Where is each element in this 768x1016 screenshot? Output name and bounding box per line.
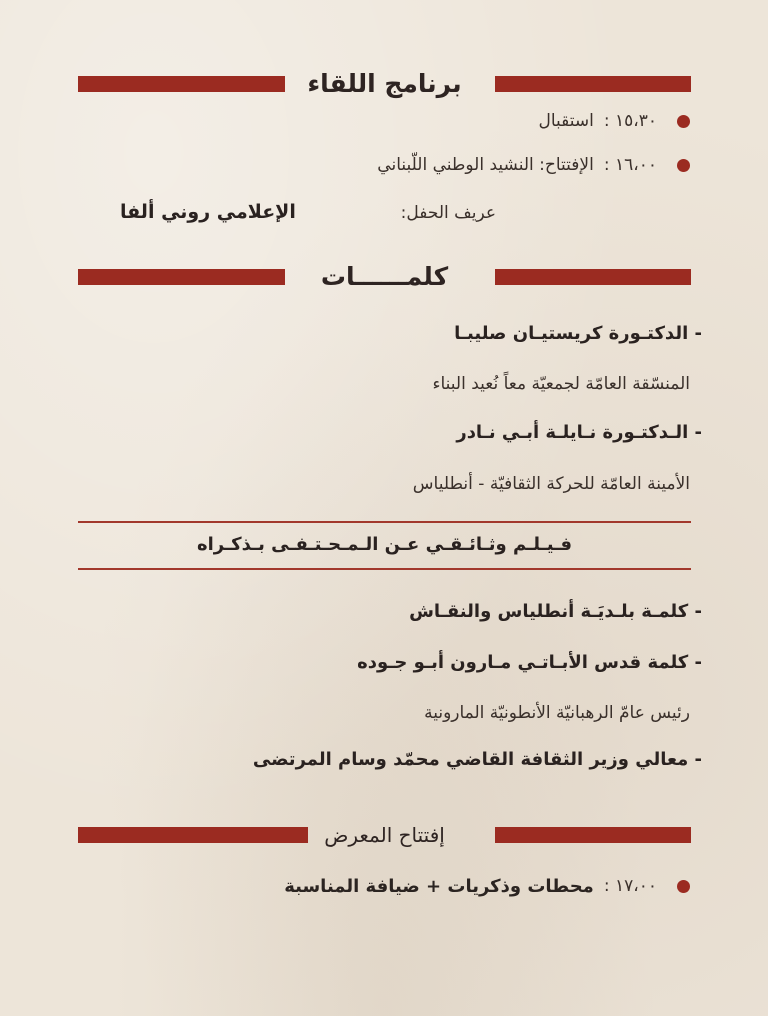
host-label: عريف الحفل: [400, 203, 496, 223]
exhibition-section-header [78, 818, 691, 852]
documentary-film-title: فـيـلـم وثـائـقـي عـن الـمـحـتـفـى بـذكـراه [196, 534, 573, 555]
program-section-header [78, 67, 691, 101]
exhibition-item [274, 872, 690, 900]
program-title: برنامج اللقاء [307, 69, 462, 98]
item-text: محطات وذكريات + ضيافة المناسبة [284, 875, 594, 897]
item-time: ١٧،٠٠ : [603, 876, 657, 896]
bullet-dot [677, 880, 690, 893]
item-time: ١٥،٣٠ : [603, 111, 657, 131]
exhibition-title: إفتتاح المعرض [324, 823, 445, 847]
bullet-dot [677, 115, 690, 128]
host-name: الإعلامي روني ألفا [120, 201, 296, 223]
film-divider-top [78, 521, 691, 523]
speeches-title: كلمــــــات [320, 262, 449, 291]
speaker-name: - كلمة قدس الأبـاتـي مـارون أبـو جـوده [357, 652, 702, 673]
speeches-section-header [78, 260, 691, 294]
bullet-dot [677, 159, 690, 172]
speaker-role: المنسّقة العامّة لجمعيّة معاً نُعيد البناء [432, 374, 690, 394]
program-item-reception [528, 107, 690, 135]
speaker-role: رئيس عامّ الرهبانيّة الأنطونيّة المارونية [424, 703, 690, 723]
speaker-name: - معالي وزير الثقافة القاضي محمّد وسام المرتضى [252, 749, 702, 770]
program-item-opening [367, 151, 690, 179]
speaker-role: الأمينة العامّة للحركة الثقافيّة - أنطلياس [412, 474, 690, 494]
item-text: الإفتتاح: النشيد الوطني اللّبناني [377, 155, 594, 175]
speaker-name: - كلمـة بلـديَـة أنطلياس والنقـاش [409, 601, 702, 622]
speaker-name: - الـدكتـورة نـايلـة أبـي نـادر [456, 422, 702, 443]
film-divider-bottom [78, 568, 691, 570]
item-text: استقبال [538, 111, 594, 131]
item-time: ١٦،٠٠ : [603, 155, 657, 175]
speaker-name: - الدكتـورة كريستيـان صليبـا [454, 323, 702, 344]
